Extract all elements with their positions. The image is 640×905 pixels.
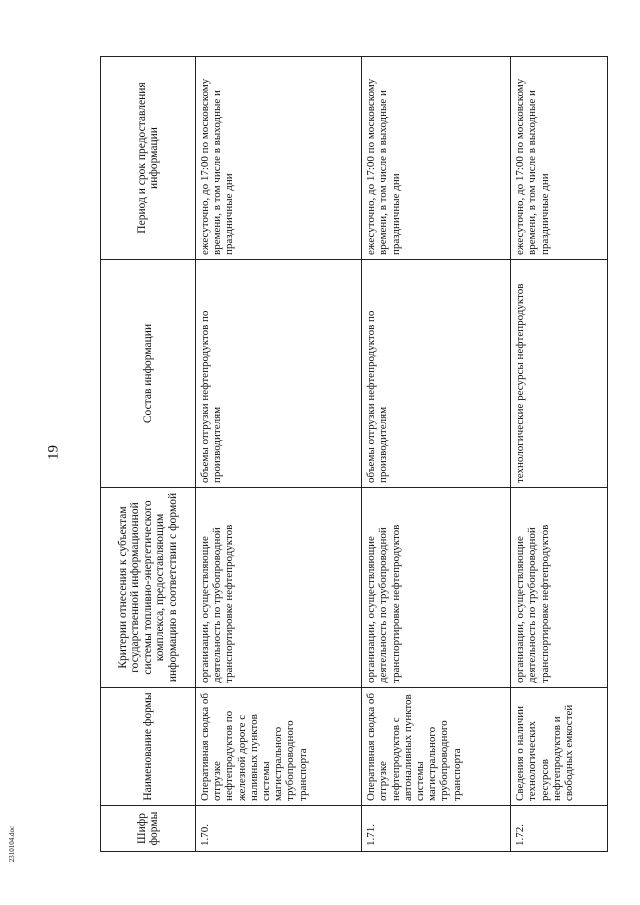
cell-composition: объемы отгрузки нефтепродуктов по производителям (196, 260, 362, 488)
cell-name: Сведения о наличии технологических ресурсов нефтепродуктов и свободных емкостей (511, 688, 608, 806)
table-row (511, 57, 608, 852)
header-criteria: Критерии отнесения к субъектам государственной информационной системы топливно-энергетического комплекса, предоставляющим информацию в соответствии с формой (101, 488, 196, 688)
page-number: 19 (45, 445, 62, 460)
cell-criteria: организации, осуществляющие деятельность по трубопроводной транспортировке нефтепродуктов (196, 488, 362, 688)
table-header-row (101, 57, 196, 852)
cell-composition: объемы отгрузки нефтепродуктов по производителям (362, 260, 511, 488)
cell-period: ежесуточно, до 17:00 по московскому времени, в том числе в выходные и праздничные дни (362, 57, 511, 260)
table-row (362, 57, 511, 852)
header-name: Наименование формы (101, 688, 196, 806)
cell-code: 1.72. (511, 806, 608, 852)
header-composition: Состав информации (101, 260, 196, 488)
table-row (196, 57, 362, 852)
forms-table (100, 56, 608, 852)
header-code: Шифр формы (101, 806, 196, 852)
header-period: Период и срок предоставления информации (101, 57, 196, 260)
cell-criteria: организации, осуществляющие деятельность по трубопроводной транспортировке нефтепродуктов (362, 488, 511, 688)
cell-name: Оперативная сводка об отгрузке нефтепродуктов по железной дороге с наливных пунктов системы магистрального трубопроводного транспорта (196, 688, 362, 806)
cell-period: ежесуточно, до 17:00 по московскому времени, в том числе в выходные и праздничные дни (196, 57, 362, 260)
forms-table-container (100, 57, 608, 852)
cell-code: 1.71. (362, 806, 511, 852)
cell-period: ежесуточно, до 17:00 по московскому времени, в том числе в выходные и праздничные дни (511, 57, 608, 260)
cell-composition: технологические ресурсы нефтепродуктов (511, 260, 608, 488)
cell-name: Оперативная сводка об отгрузке нефтепродуктов с автоналивных пунктов системы магистрального трубопроводного транспорта (362, 688, 511, 806)
cell-code: 1.70. (196, 806, 362, 852)
document-footer-code: 2310104.doc (8, 825, 16, 863)
cell-criteria: организации, осуществляющие деятельность по трубопроводной транспортировке нефтепродуктов (511, 488, 608, 688)
